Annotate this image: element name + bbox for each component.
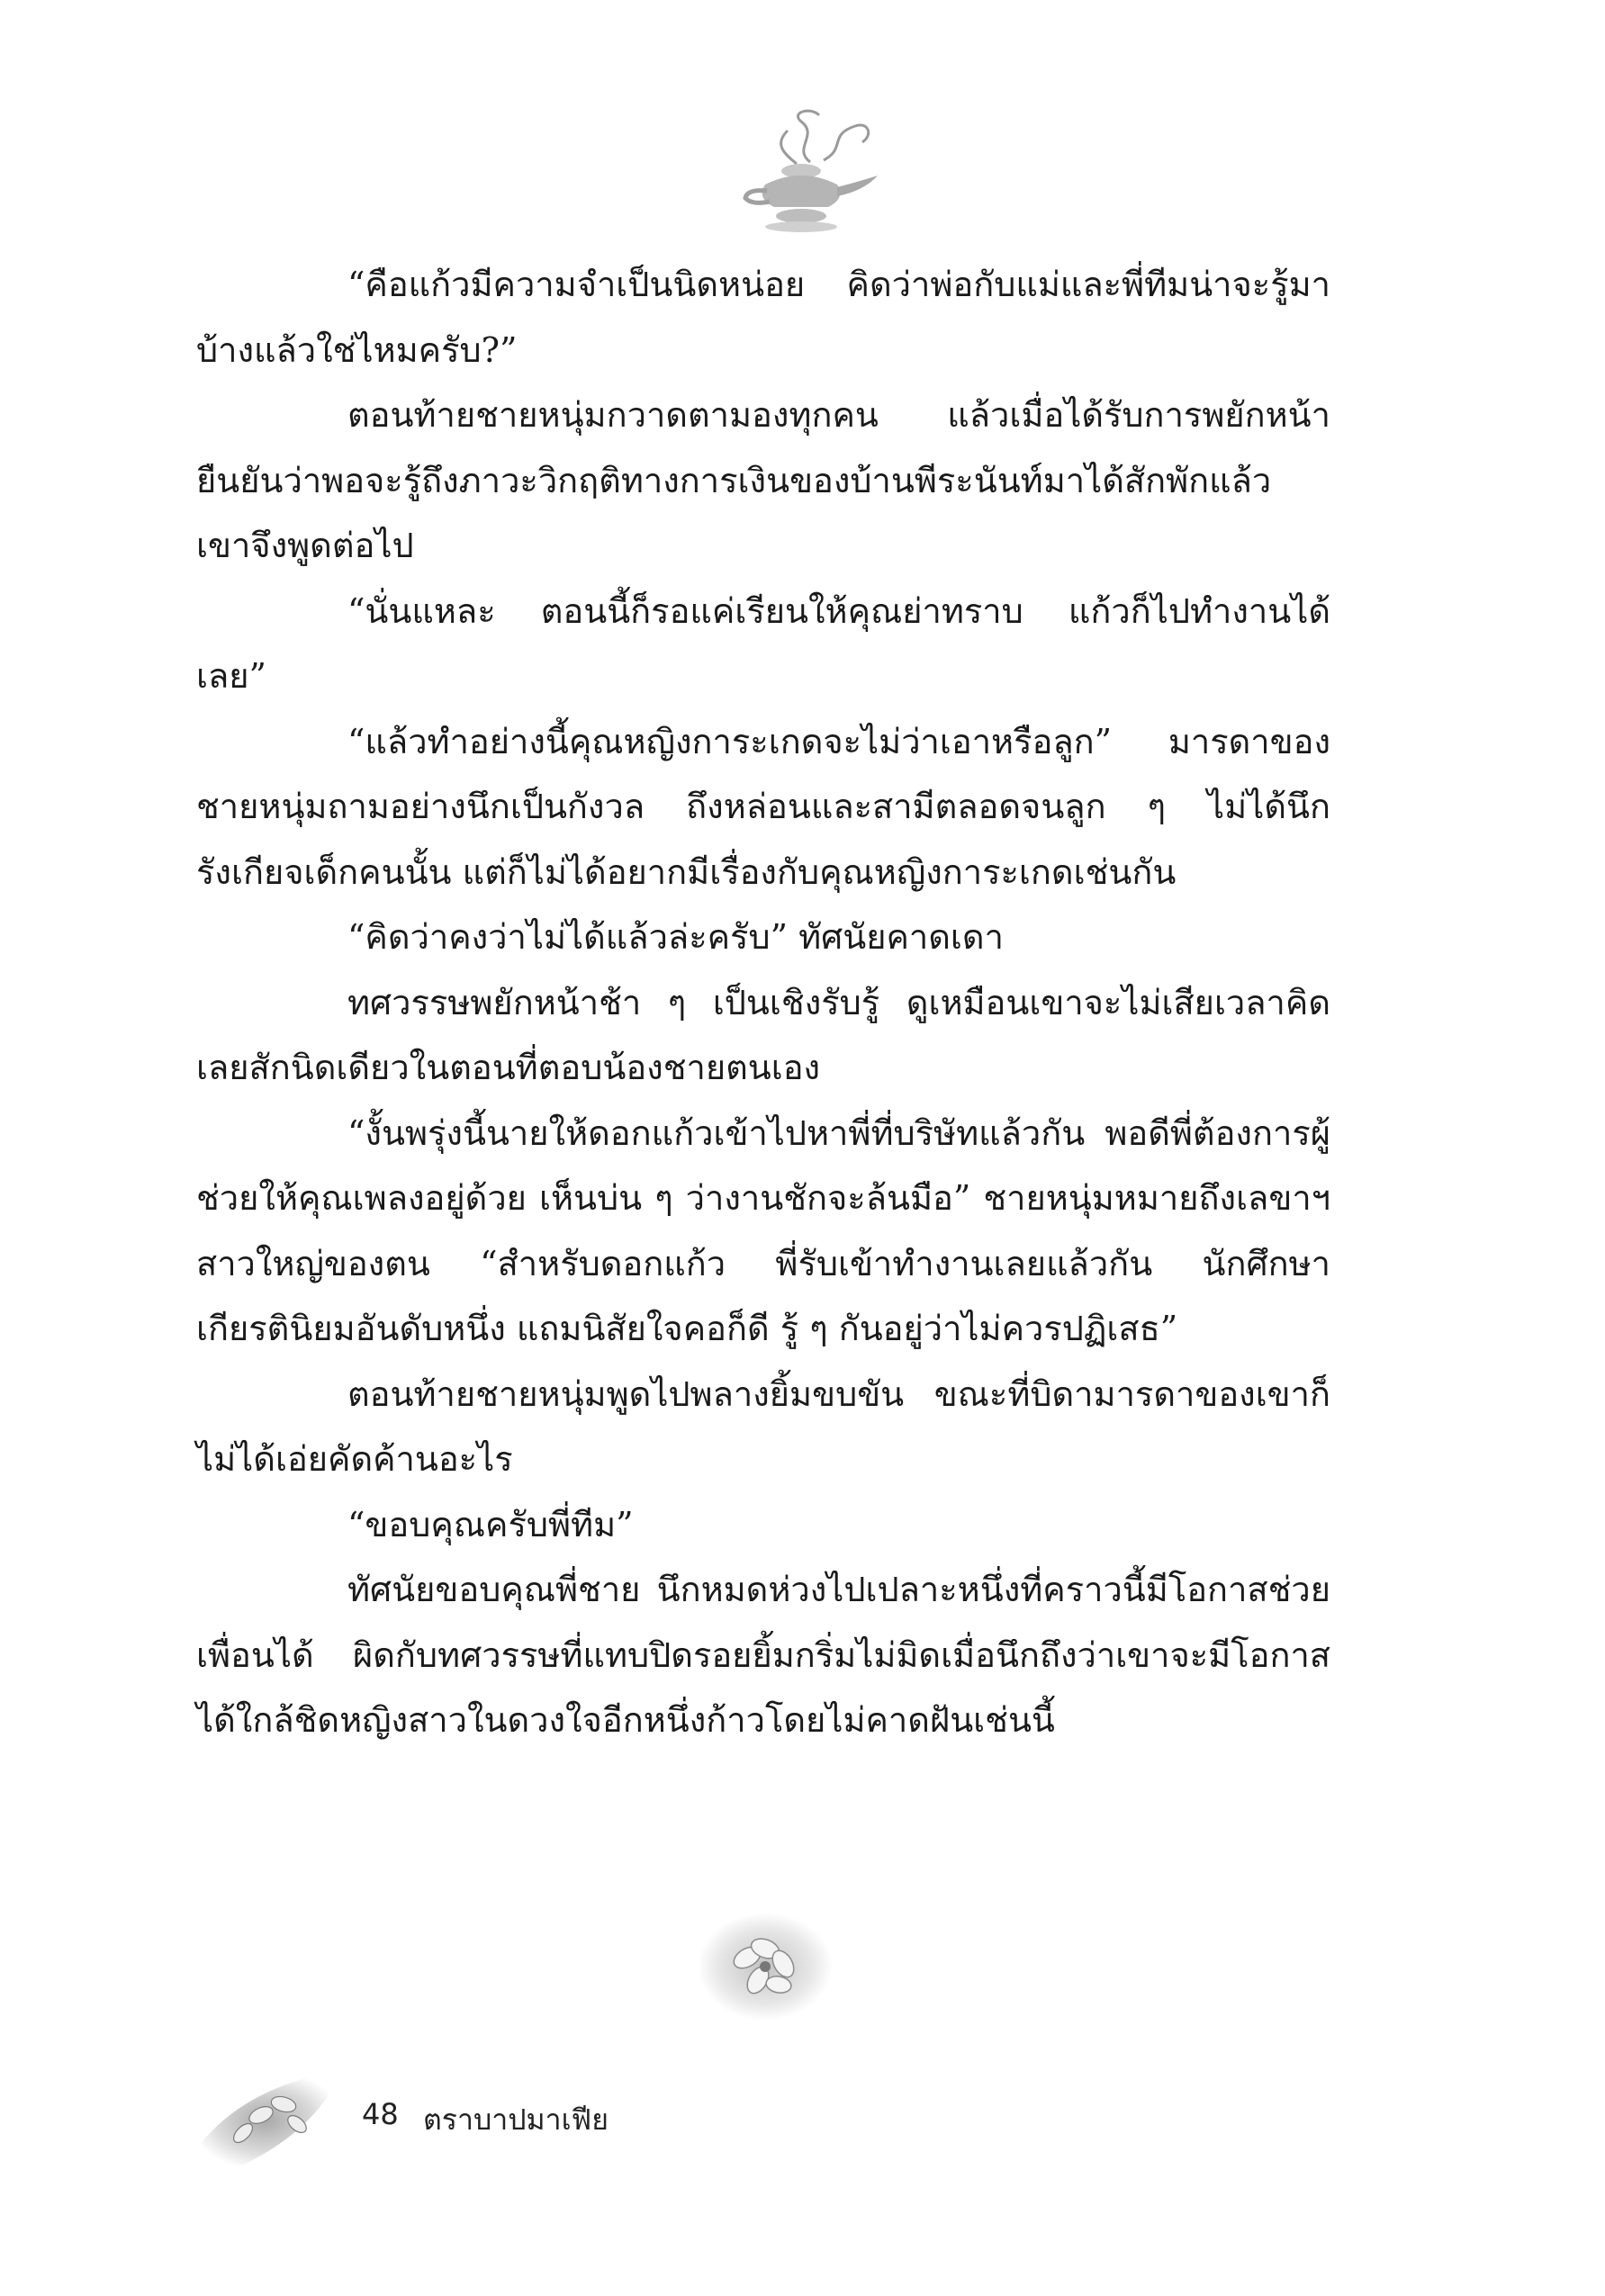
paragraph: “ขอบคุณครับพี่ทีม” [347, 1504, 634, 1544]
paragraph: ทัศนัยขอบคุณพี่ชาย นึกหมดห่วงไปเปลาะหนึ่งที่คราวนี้มีโอกาสช่วยเพื่อนได้ ผิดกับทศวรรษที่แทบปิดรอยยิ้มกริ่มไม่มิดเมื่อนึกถึงว่าเขาจะมีโอกาสได้ใกล้ชิดหญิงสาวในดวงใจอีกหนึ่งก้าวโดยไม่คาดฝันเช่นนี้ [196, 1570, 1330, 1740]
paragraph: “นั่นแหละ ตอนนี้ก็รอแค่เรียนให้คุณย่าทราบ แก้วก็ไปทำงานได้เลย” [196, 590, 1330, 696]
page-number: 48 [362, 2097, 399, 2131]
paragraph: “แล้วทำอย่างนี้คุณหญิงการะเกดจะไม่ว่าเอาหรือลูก” มารดาของชายหนุ่มถามอย่างนึกเป็นกังวล ถึงหล่อนและสามีตลอดจนลูก ๆ ไม่ได้นึกรังเกียจเด็กคนนั้น แต่ก็ไม่ได้อยากมีเรื่องกับคุณหญิงการะเกดเช่นกัน [196, 721, 1330, 892]
paragraph: “คิดว่าคงว่าไม่ได้แล้วล่ะครับ” ทัศนัยคาดเดา [347, 917, 1004, 957]
paragraph: ตอนท้ายชายหนุ่มพูดไปพลางยิ้มขบขัน ขณะที่บิดามารดาของเขาก็ไม่ได้เอ่ยคัดค้านอะไร [196, 1373, 1330, 1479]
body-text [196, 252, 1330, 1753]
oil-lamp-icon [711, 108, 891, 234]
book-title: ตราบาปมาเฟีย [423, 2102, 609, 2137]
flower-bouquet-icon [180, 2061, 351, 2178]
paragraph: “คือแก้วมีความจำเป็นนิดหน่อย คิดว่าพ่อกับแม่และพี่ทีมน่าจะรู้มาบ้างแล้วใช่ไหมครับ?” [196, 265, 1330, 370]
paragraph: ตอนท้ายชายหนุ่มกวาดตามองทุกคน แล้วเมื่อได้รับการพยักหน้ายืนยันว่าพอจะรู้ถึงภาวะวิกฤติทางการเงินของบ้านพีระนันท์มาได้สักพักแล้ว เขาจึงพูดต่อไป [196, 395, 1330, 565]
flower-icon [693, 1908, 837, 2025]
paragraph: “งั้นพรุ่งนี้นายให้ดอกแก้วเข้าไปหาพี่ที่บริษัทแล้วกัน พอดีพี่ต้องการผู้ช่วยให้คุณเพลงอยู่ด้วย เห็นบ่น ๆ ว่างานชักจะล้นมือ” ชายหนุ่มหมายถึงเลขาฯ สาวใหญ่ของตน “สำหรับดอกแก้ว พี่รับเข้าทำงานเลยแล้วกัน นักศึกษาเกียรตินิยมอันดับหนึ่ง แถมนิสัยใจคอก็ดี รู้ ๆ กันอยู่ว่าไม่ควรปฏิเสธ” [196, 1112, 1330, 1348]
paragraph: ทศวรรษพยักหน้าช้า ๆ เป็นเชิงรับรู้ ดูเหมือนเขาจะไม่เสียเวลาคิดเลยสักนิดเดียวในตอนที่ตอบน้องชายตนเอง [196, 982, 1330, 1087]
